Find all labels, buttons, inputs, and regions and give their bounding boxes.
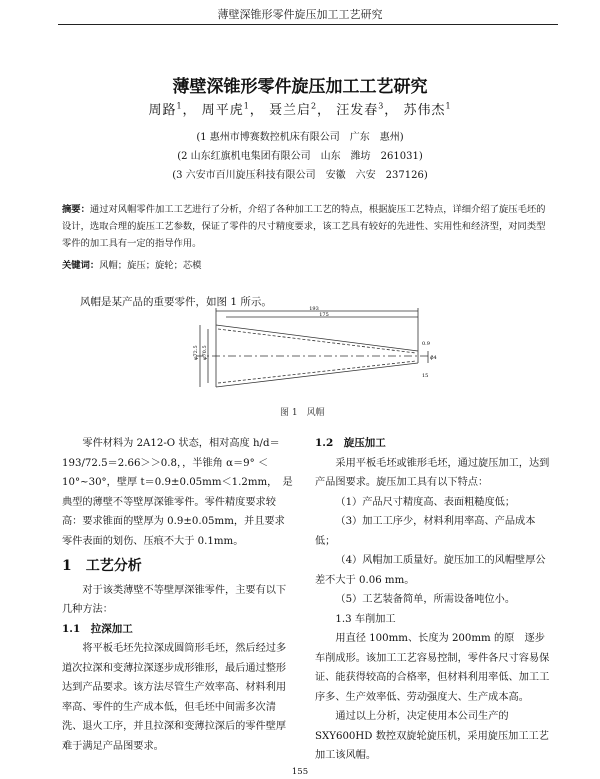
dim-right-1: φ4: [430, 355, 437, 361]
header-rule: [58, 24, 558, 25]
abstract-label: 摘要：: [62, 204, 90, 215]
dim-small: 15: [422, 373, 429, 379]
author-sup: 1: [243, 101, 250, 111]
author-name: 周平虎: [201, 103, 244, 118]
subsection-1-2-heading: 1.2 旋压加工: [315, 437, 386, 449]
material-paragraph: 零件材料为 2A12-O 状态，相对高度 h/d＝193/72.5＝2.66＞＞0.8，，半锥角 α＝9° ＜10°~30°，壁厚 t＝0.9±0.05mm＜1.2mm， 是典型的薄壁不等壁厚深锥零件。零件精度要求较高：要求锥面的壁厚为 0.9±0.05mm，并且要求零件表面的划伤、压痕不大于 0.1mm。: [62, 438, 293, 547]
keywords-text: 风帽；旋压；旋轮；芯模: [99, 260, 202, 271]
subsection-1-3-paragraph: 用直径 100mm、长度为 200mm 的原 逐步车削成形。该加工工艺容易控制，零件各尺寸容易保证、能获得较高的合格率，但材料利用率低、加工工序多、生产效率低、劳动强度大、生产成本高。: [315, 633, 550, 703]
author-name: 汪发春: [336, 103, 379, 118]
affiliation: (2 山东红旗机电集团有限公司 山东 潍坊 261031): [177, 151, 423, 162]
subsection-1-2-paragraph: 采用平板毛坯或锥形毛坯，通过旋压加工，达到产品图要求。旋压加工具有以下特点：: [315, 457, 550, 488]
author-name: 聂兰启: [268, 103, 311, 118]
subsection-1-1-paragraph: 将平板毛坯先拉深成圆筒形毛坯，然后经过多道次拉深和变薄拉深逐步成形锥形，最后通过整形达到产品要求。该方法尽管生产效率高、材料利用率高、零件的生产成本低，但毛坯中间需多次清洗、退火工序，并且拉深和变薄拉深后的零件壁厚难于满足产品图要求。: [62, 643, 287, 752]
author-name: 苏伟杰: [403, 103, 446, 118]
author-name: 周路: [148, 103, 177, 118]
dim-left-1: φ72.5: [193, 345, 199, 360]
dim-left-2: φ70.5: [202, 345, 208, 360]
affiliation: (1 惠州市博赛数控机床有限公司 广东 惠州): [196, 132, 404, 143]
author-list: 周路$^1$， 周平虎$^1$， 聂兰启$^2$， 汪发春$^3$， 苏伟杰$^1$: [148, 101, 452, 118]
figure-caption: 图 1 风帽: [280, 408, 325, 418]
author-sup: 1: [445, 101, 452, 111]
affiliation: (3 六安市百川旋压科技有限公司 安徽 六安 237126): [172, 170, 428, 181]
left-column: [62, 434, 294, 756]
abstract-text: 通过对风帽零件加工工艺进行了分析，介绍了各种加工工艺的特点，根据旋压工艺特点，详细介绍了旋压毛坯的设计，选取合理的旋压工艺参数，保证了零件的尺寸精度要求，该工艺具有较好的先进性、实用性和经济型，对同类型零件的加工具有一定的指导作用。: [62, 204, 546, 249]
dim-top: 193: [309, 306, 319, 312]
dim-mid: 175: [319, 312, 329, 318]
list-item: （4）风帽加工质量好。旋压加工的风帽壁厚公差不大于 0.06 mm。: [315, 555, 546, 586]
list-item: （1）产品尺寸精度高、表面粗糙度低；: [335, 496, 516, 508]
keywords: [62, 257, 552, 274]
list-item: （3）加工工序少，材料利用率高、产品成本低；: [315, 516, 536, 547]
section-1-heading: 1 工艺分析: [62, 558, 142, 574]
paper-title: 薄壁深锥形零件旋压加工工艺研究: [172, 77, 428, 97]
keywords-label: 关键词：: [62, 260, 100, 271]
right-column: [315, 434, 555, 766]
dim-right-2: 0.9: [422, 341, 430, 347]
section-1-paragraph: 对于该类薄壁不等壁厚深锥零件，主要有以下几种方法：: [62, 584, 287, 615]
subsection-1-3-heading: 1.3 车削加工: [335, 613, 396, 625]
author-sup: 1: [176, 101, 183, 111]
running-header: 薄壁深锥形零件旋压加工工艺研究: [217, 8, 383, 21]
figure-1-drawing: [186, 305, 446, 405]
author-sup: 2: [310, 101, 318, 111]
list-item: （5）工艺装备简单，所需设备吨位小。: [335, 594, 516, 605]
subsection-1-1-heading: 1.1 拉深加工: [62, 622, 133, 635]
conclusion-paragraph: 通过以上分析，决定使用本公司生产的 SXY600HD 数控双旋轮旋压机，采用旋压加工工艺加工该风帽。: [315, 711, 549, 761]
author-sup: 3: [378, 101, 385, 111]
intro-sentence: 风帽是某产品的重要零件，如图 1 所示。: [80, 296, 272, 308]
page-number: 155: [291, 767, 309, 777]
abstract: [62, 201, 552, 252]
